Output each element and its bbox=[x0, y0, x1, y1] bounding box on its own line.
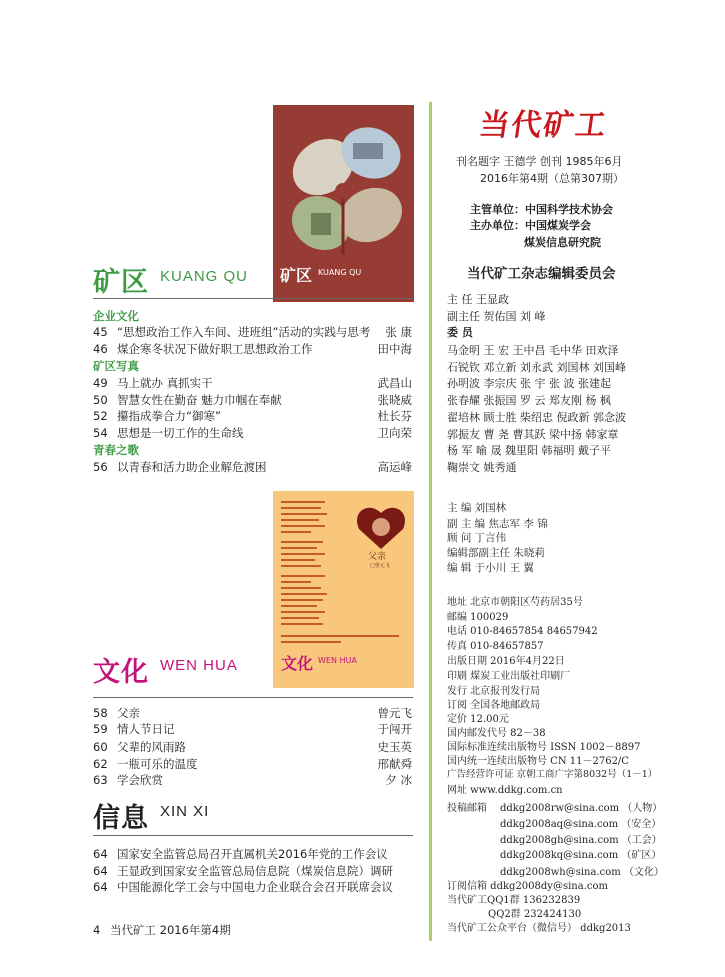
pub-cn: 国内统一连续出版物号 CN 11－2762/C bbox=[447, 756, 629, 767]
article-title: 国家安全监管总局召开直属机关2016年党的工作会议 bbox=[117, 847, 388, 861]
staff-chief-editor: 主 编 刘国林 bbox=[447, 502, 507, 514]
toc-row[interactable] bbox=[93, 408, 412, 424]
subscription-email[interactable]: 订阅信箱 ddkg2008dy@sina.com bbox=[447, 881, 608, 892]
article-title: 思想是一切工作的生命线 bbox=[117, 426, 244, 440]
section-en-wenhua: WEN HUA bbox=[160, 657, 238, 674]
email-item[interactable]: ddkg2008aq@sina.com （安全） bbox=[500, 819, 662, 830]
toc-row[interactable] bbox=[93, 392, 412, 408]
toc-row[interactable] bbox=[93, 341, 412, 357]
category-label: 青春之歌 bbox=[93, 443, 139, 457]
page-number: 45 bbox=[93, 325, 108, 339]
section-rule bbox=[93, 835, 413, 836]
toc-row[interactable] bbox=[93, 425, 412, 441]
cover-poem-title: 父亲 bbox=[368, 552, 387, 562]
pub-subscription: 订阅 全国各地邮政局 bbox=[447, 700, 541, 711]
page-number: 63 bbox=[93, 773, 108, 787]
magazine-logo: 当代矿工 bbox=[477, 108, 610, 143]
folio-number: 4 bbox=[93, 923, 101, 937]
article-title: 情人节日记 bbox=[117, 722, 175, 736]
page-number: 52 bbox=[93, 409, 108, 423]
staff-deputy-editor: 副 主 编 焦志军 李 锦 bbox=[447, 518, 548, 530]
article-title: “思想政治工作入车间、进班组”活动的实践与思考 bbox=[117, 325, 371, 339]
sponsor-2: 煤炭信息研究院 bbox=[524, 236, 601, 249]
section-en-kuangqu: KUANG QU bbox=[160, 268, 249, 285]
article-title: 智慧女性在勤奋 魅力巾帼在奉献 bbox=[117, 393, 282, 407]
footer-text: 当代矿工 2016年第4期 bbox=[109, 923, 231, 937]
email-item[interactable]: ddkg2008wh@sina.com （文化） bbox=[500, 867, 664, 878]
cover-section-en: KUANG QU bbox=[318, 268, 362, 277]
page-number: 62 bbox=[93, 757, 108, 771]
committee-deputy: 副主任 贺佑国 刘 峰 bbox=[447, 310, 546, 323]
page-number: 49 bbox=[93, 376, 108, 390]
wechat-account: 当代矿工公众平台（微信号） ddkg2013 bbox=[447, 923, 631, 934]
pub-postcode: 邮编 100029 bbox=[447, 612, 509, 623]
pub-fax: 传真 010-84657857 bbox=[447, 641, 544, 652]
email-label: 投稿邮箱 bbox=[447, 803, 487, 814]
staff-editors: 编 辑 于小川 王 翼 bbox=[447, 562, 534, 574]
supervisor: 主管单位：中国科学技术协会 bbox=[470, 203, 613, 216]
author: 杜长芬 bbox=[377, 409, 412, 423]
toc-row[interactable] bbox=[93, 721, 412, 737]
committee-members-label: 委 员 bbox=[447, 326, 473, 339]
section-rule bbox=[93, 298, 413, 299]
email-item[interactable]: ddkg2008gh@sina.com （工会） bbox=[500, 835, 662, 846]
page-number: 59 bbox=[93, 722, 108, 736]
author: 田中海 bbox=[377, 342, 412, 356]
category-label: 企业文化 bbox=[93, 309, 139, 323]
page-number: 64 bbox=[93, 847, 108, 861]
cover-section-label: 文化 bbox=[281, 654, 314, 673]
article-title: 马上就办 真抓实干 bbox=[117, 376, 213, 390]
author: 高运峰 bbox=[377, 460, 412, 474]
page-number: 46 bbox=[93, 342, 108, 356]
qq-group-2: QQ2群 232424130 bbox=[488, 909, 582, 920]
toc-row[interactable] bbox=[93, 846, 412, 862]
pub-postal-code: 国内邮发代号 82－38 bbox=[447, 728, 546, 739]
toc-row[interactable] bbox=[93, 705, 412, 721]
page-number: 64 bbox=[93, 864, 108, 878]
section-title-xinxi: 信息 bbox=[93, 803, 149, 834]
author: 曾元飞 bbox=[377, 706, 412, 720]
qq-group-1: 当代矿工QQ1群 136232839 bbox=[447, 895, 581, 906]
article-title: 王显政到国家安全监管总局信息院（煤炭信息院）调研 bbox=[117, 864, 393, 878]
section-title-kuangqu: 矿区 bbox=[93, 267, 149, 298]
cover-poem-author: □曾元飞 bbox=[370, 563, 390, 569]
page-number: 60 bbox=[93, 740, 108, 754]
committee-member-row: 翟培林 顾士胜 柴绍忠 倪政新 郭念波 bbox=[447, 411, 626, 424]
toc-row[interactable] bbox=[93, 739, 412, 755]
category-label: 矿区写真 bbox=[93, 359, 139, 373]
pub-printer: 印刷 煤炭工业出版社印刷厂 bbox=[447, 671, 571, 682]
page-number: 64 bbox=[93, 880, 108, 894]
committee-member-row: 张春耀 张振国 罗 云 郑友刚 杨 枫 bbox=[447, 394, 611, 407]
email-item[interactable]: ddkg2008rw@sina.com （人物） bbox=[500, 803, 663, 814]
pub-phone: 电话 010-84657854 84657942 bbox=[447, 626, 598, 637]
article-title: 父辈的风雨路 bbox=[117, 740, 186, 754]
author: 卫向荣 bbox=[377, 426, 412, 440]
toc-row[interactable] bbox=[93, 863, 412, 879]
pub-price: 定价 12.00元 bbox=[447, 714, 509, 725]
kuangqu-cover-image bbox=[273, 105, 414, 302]
author: 张晓威 bbox=[377, 393, 412, 407]
article-title: 煤企寒冬状况下做好职工思想政治工作 bbox=[117, 342, 313, 356]
title-credit: 刊名题字 王德学 创刊 1985年6月 bbox=[456, 155, 623, 168]
author: 史玉英 bbox=[377, 740, 412, 754]
issue-line: 2016年第4期（总第307期） bbox=[480, 172, 624, 185]
author: 张 康 bbox=[385, 325, 412, 339]
article-title: 以青春和活力助企业解危渡困 bbox=[117, 460, 267, 474]
cover-section-label: 矿区 bbox=[280, 266, 313, 285]
page-number: 54 bbox=[93, 426, 108, 440]
toc-row[interactable] bbox=[93, 375, 412, 391]
pub-distribution: 发行 北京报刊发行局 bbox=[447, 686, 541, 697]
committee-director: 主 任 王显政 bbox=[447, 293, 509, 306]
author: 邢献舜 bbox=[377, 757, 412, 771]
column-divider bbox=[429, 102, 432, 941]
article-title: 一瓶可乐的温度 bbox=[117, 757, 198, 771]
pub-date: 出版日期 2016年4月22日 bbox=[447, 656, 565, 667]
section-title-wenhua: 文化 bbox=[93, 657, 149, 688]
staff-advisor: 顾 问 丁言伟 bbox=[447, 532, 507, 544]
page-number: 56 bbox=[93, 460, 108, 474]
committee-title: 当代矿工杂志编辑委员会 bbox=[467, 266, 616, 282]
committee-member-row: 杨 军 喻 晟 魏里阳 韩福明 戴子平 bbox=[447, 444, 611, 457]
staff-office-deputy: 编辑部副主任 朱晓莉 bbox=[447, 547, 545, 559]
article-title: 学会欣赏 bbox=[117, 773, 163, 787]
pub-website[interactable]: 网址 www.ddkg.com.cn bbox=[447, 785, 563, 796]
wenhua-cover-image bbox=[273, 491, 414, 688]
toc-row[interactable] bbox=[93, 772, 412, 788]
toc-row[interactable] bbox=[93, 756, 412, 772]
section-rule bbox=[93, 697, 413, 698]
email-item[interactable]: ddkg2008kq@sina.com （矿区） bbox=[500, 850, 662, 861]
pub-issn: 国际标准连续出版物号 ISSN 1002－8897 bbox=[447, 742, 641, 753]
author: 武昌山 bbox=[377, 376, 412, 390]
committee-member-row: 郭振友 曹 尧 曹其跃 梁中扬 韩家章 bbox=[447, 428, 619, 441]
pub-ad-license: 广告经营许可证 京朝工商广字第8032号（1－1） bbox=[447, 769, 658, 780]
committee-member-row: 石锐钦 邓立新 刘永武 刘国林 刘国峰 bbox=[447, 361, 626, 374]
toc-row[interactable] bbox=[93, 324, 412, 340]
cover-section-en: WEN HUA bbox=[318, 656, 357, 665]
toc-row[interactable] bbox=[93, 879, 412, 895]
committee-member-row: 孙明波 李宗庆 张 宇 张 波 张建起 bbox=[447, 377, 611, 390]
page-footer bbox=[93, 922, 231, 938]
section-en-xinxi: XIN XI bbox=[160, 803, 210, 820]
sponsor: 主办单位：中国煤炭学会 bbox=[470, 219, 591, 232]
committee-member-row: 鞠崇文 姚秀通 bbox=[447, 461, 517, 474]
pub-address: 地址 北京市朝阳区芍药居35号 bbox=[447, 597, 583, 608]
article-title: 父亲 bbox=[117, 706, 140, 720]
toc-row[interactable] bbox=[93, 459, 412, 475]
author: 夕 冰 bbox=[385, 773, 412, 787]
article-title: 攥指成拳合力“御寒” bbox=[117, 409, 221, 423]
author: 于闯开 bbox=[377, 722, 412, 736]
article-title: 中国能源化学工会与中国电力企业联合会召开联席会议 bbox=[117, 880, 393, 894]
page-number: 58 bbox=[93, 706, 108, 720]
committee-member-row: 马金明 王 宏 王中昌 毛中华 田欢泽 bbox=[447, 344, 619, 357]
page-number: 50 bbox=[93, 393, 108, 407]
